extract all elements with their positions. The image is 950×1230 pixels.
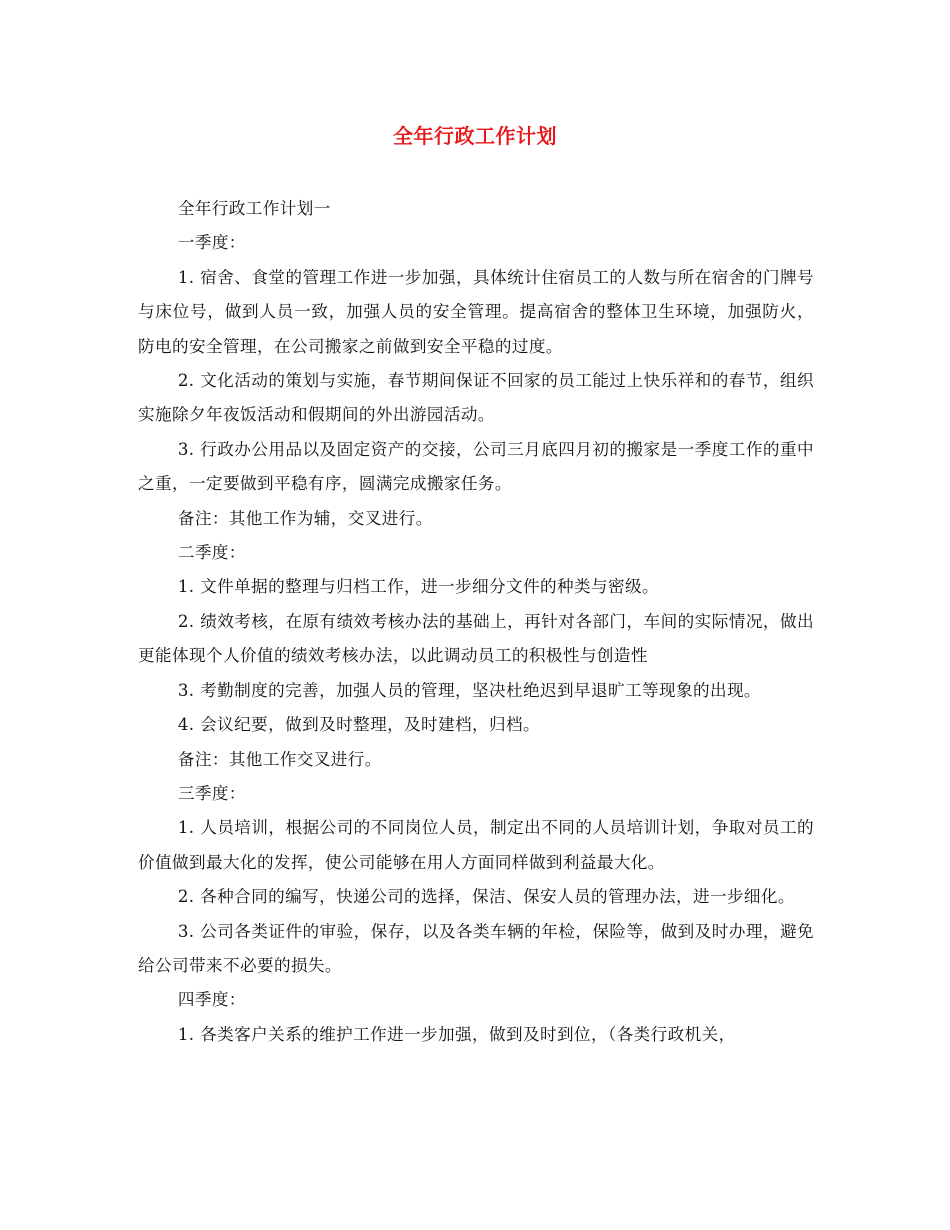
paragraph-q1-note: 备注：其他工作为辅，交叉进行。 xyxy=(177,508,433,528)
paragraph-q3-item-2: 2. 各种合同的编写，快递公司的选择，保洁、保安人员的管理办法，进一步细化。 xyxy=(177,887,795,907)
paragraph-q1-item-2: 2. 文化活动的策划与实施，春节期间保证不回家的员工能过上快乐祥和的春节，组织实施除夕年夜饭活动和假期间的外出游园活动。 xyxy=(138,371,814,425)
paragraph-q2-heading: 二季度： xyxy=(177,543,246,563)
paragraph-q2-note: 备注：其他工作交叉进行。 xyxy=(177,749,382,769)
paragraph-q4-heading: 四季度： xyxy=(177,990,246,1010)
document-title: 全年行政工作计划 xyxy=(393,124,557,148)
paragraph-q1-item-3: 3. 行政办公用品以及固定资产的交接，公司三月底四月初的搬家是一季度工作的重中之重，一定要做到平稳有序，圆满完成搬家任务。 xyxy=(138,439,814,494)
paragraph-q3-item-3: 3. 公司各类证件的审验，保存，以及各类车辆的年检，保险等，做到及时办理，避免给公司带来不必要的损失。 xyxy=(138,921,814,975)
paragraph-q3-heading: 三季度： xyxy=(177,783,246,803)
paragraph-q2-item-1: 1. 文件单据的整理与归档工作，进一步细分文件的种类与密级。 xyxy=(177,577,659,597)
paragraph-q2-item-3: 3. 考勤制度的完善，加强人员的管理，坚决杜绝迟到早退旷工等现象的出现。 xyxy=(177,680,761,700)
paragraph-q4-item-1: 1. 各类客户关系的维护工作进一步加强，做到及时到位，（各类行政机关， xyxy=(177,1024,736,1044)
paragraph-q1-item-1: 1. 宿舍、食堂的管理工作进一步加强，具体统计住宿员工的人数与所在宿舍的门牌号与床位号，做到人员一致，加强人员的安全管理。提高宿舍的整体卫生环境，加强防火，防电的安全管理，在公司搬家之前做到安全平稳的过度。 xyxy=(138,267,814,356)
paragraph-q2-item-4: 4. 会议纪要，做到及时整理，及时建档，归档。 xyxy=(177,715,541,735)
paragraph-q3-item-1: 1. 人员培训，根据公司的不同岗位人员，制定出不同的人员培训计划，争取对员工的价值做到最大化的发挥，使公司能够在用人方面同样做到利益最大化。 xyxy=(138,818,814,872)
paragraph-q1-heading: 一季度： xyxy=(177,233,246,253)
document-body xyxy=(138,192,814,1052)
paragraph-plan-heading: 全年行政工作计划一 xyxy=(177,199,331,218)
paragraph-q2-item-2: 2. 绩效考核，在原有绩效考核办法的基础上，再针对各部门，车间的实际情况，做出更能体现个人价值的绩效考核办法，以此调动员工的积极性与创造性 xyxy=(138,611,814,666)
